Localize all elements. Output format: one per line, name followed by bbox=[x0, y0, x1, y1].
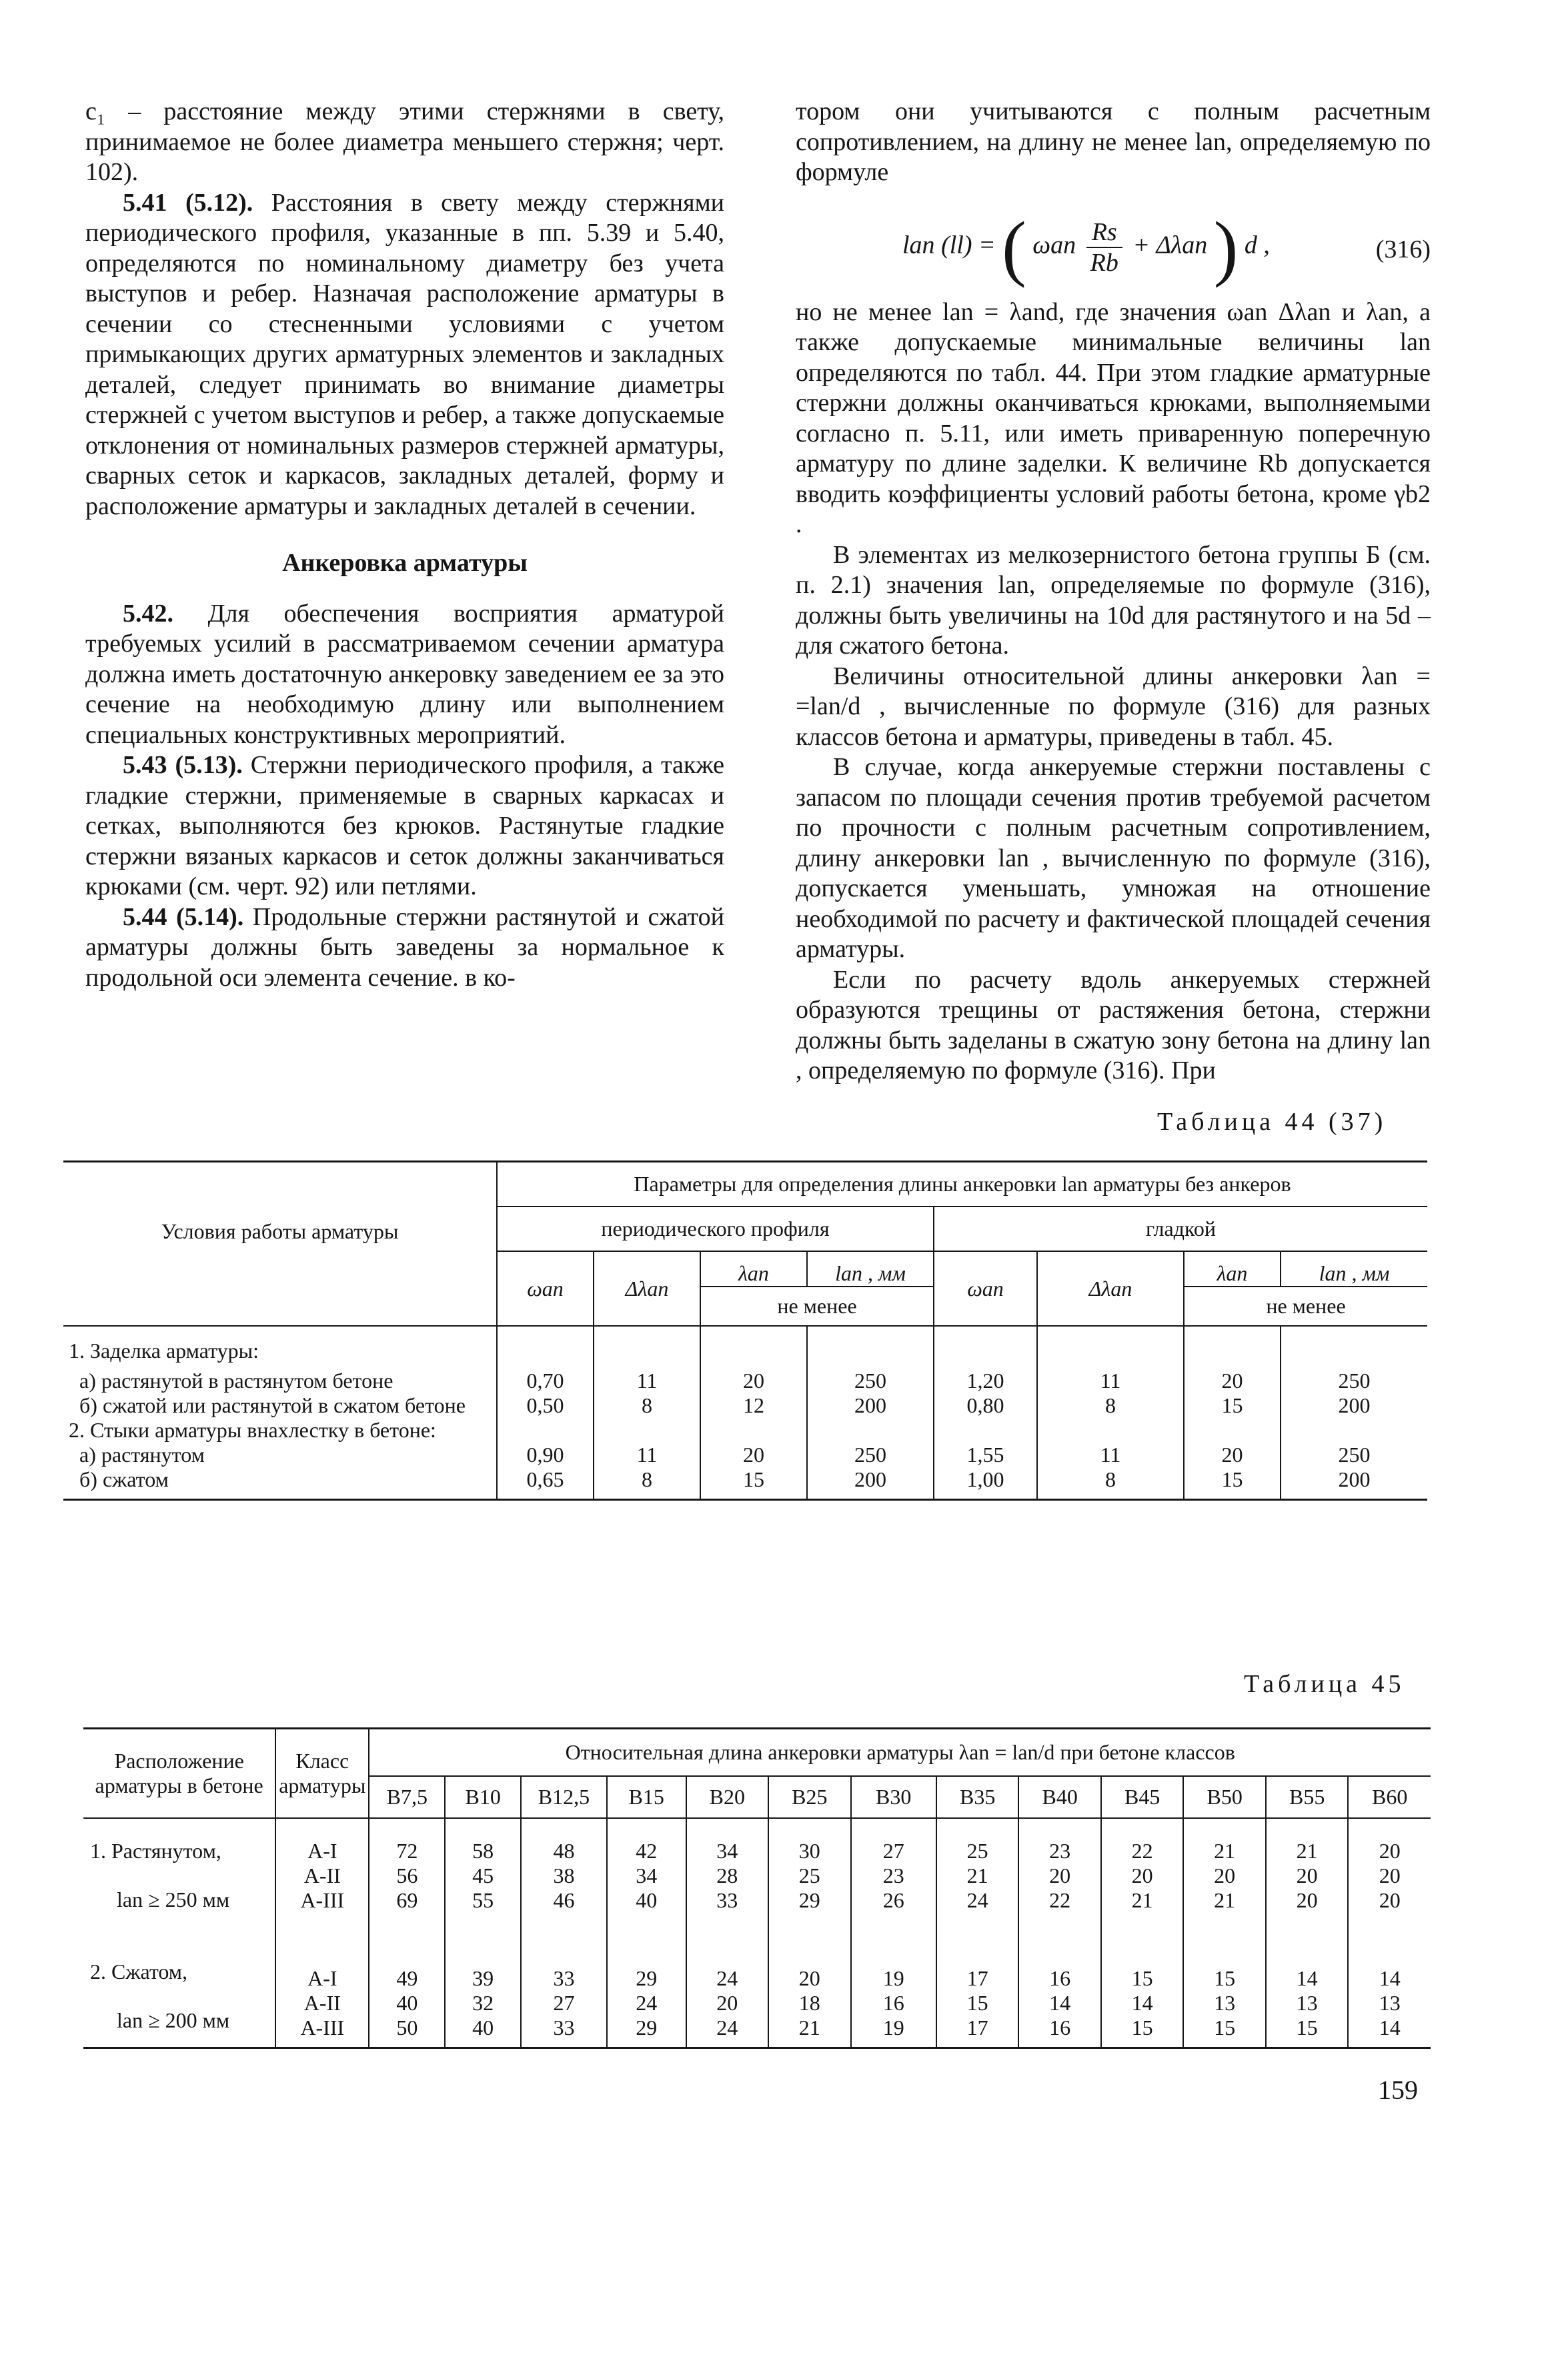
table44-cell: 8 bbox=[594, 1393, 700, 1418]
table45-cell: 20 bbox=[1266, 1863, 1349, 1888]
paragraph bbox=[85, 188, 724, 522]
table44-row-label: а) растянутом bbox=[63, 1443, 497, 1467]
clause-number: 5.43 (5.13). bbox=[123, 751, 243, 779]
table45-cell: 21 bbox=[1183, 1818, 1266, 1863]
table45-cell: 14 bbox=[1266, 1939, 1349, 1991]
table45-head-location: Расположение арматуры в бетоне bbox=[83, 1729, 275, 1819]
table45-cell: 23 bbox=[1018, 1818, 1101, 1863]
table44-cell: 0,50 bbox=[497, 1393, 594, 1418]
paragraph-text: Стержни периодического профиля, а также гладкие стержни, применяемые в сварных каркасах и сетках, выполняются без крюков. Растянутые гладкие стержни вязаных каркасов и сеток должны заканчиваться крюками (см. черт. 92) или петлями. bbox=[85, 751, 724, 900]
table45-cell: 33 bbox=[521, 2016, 607, 2048]
table45-cell: 27 bbox=[521, 1991, 607, 2016]
table45-cell: 29 bbox=[768, 1888, 851, 1939]
table44-cell: 250 bbox=[807, 1369, 934, 1393]
table44-cell: 0,65 bbox=[497, 1467, 594, 1500]
table45-cell: 22 bbox=[1101, 1818, 1184, 1863]
paragraph: тором они учитываются с полным расчетным сопротивлением, на длину не менее lan, определяемую по формуле bbox=[796, 97, 1431, 186]
table44-cell: 11 bbox=[1037, 1443, 1184, 1467]
table44-row-label: 1. Заделка арматуры: bbox=[63, 1326, 497, 1369]
table45-cell: 15 bbox=[1101, 2016, 1184, 2048]
table44-not-less: не менее bbox=[700, 1287, 934, 1326]
table45-cell: 15 bbox=[936, 1991, 1019, 2016]
paragraph: В элементах из мелкозернистого бетона группы Б (см. п. 2.1) значения lan, определяемые по формуле (316), должны быть увеличины на 10d для растянутого и на 5d – для сжатого бетона. bbox=[796, 540, 1431, 660]
table45-cell: 23 bbox=[851, 1863, 936, 1888]
table45-cell: 29 bbox=[607, 1939, 686, 1991]
table45-concrete-class: В55 bbox=[1266, 1776, 1349, 1818]
table44-cell: 200 bbox=[1338, 1393, 1371, 1417]
table44-cell: 11 bbox=[594, 1369, 700, 1393]
table45-concrete-class: В60 bbox=[1348, 1776, 1431, 1818]
table44-empty bbox=[63, 1287, 497, 1326]
paragraph: но не менее lan = λand, где значения ωan Δλan и λan, а также допускаемые минимальные величины lan определяются по табл. 44. При этом гладкие арматурные стержни должны оканчиваться крюками, выполняемыми согласно п. 5.11, или иметь приваренную поперечную арматуру по длине заделки. К величине Rb допускается вводить коэффициенты условий работы бетона, кроме γb2 . bbox=[796, 297, 1431, 538]
table44-cell: 12 bbox=[700, 1393, 807, 1418]
table45-concrete-class: В15 bbox=[607, 1776, 686, 1818]
table45-cell: 16 bbox=[1018, 1939, 1101, 1991]
table45-cell: 20 bbox=[686, 1991, 769, 2016]
table45-group-condition: lan ≥ 200 мм bbox=[117, 2008, 230, 2032]
clause-number: 5.41 (5.12). bbox=[123, 188, 253, 217]
table45-group-condition: lan ≥ 250 мм bbox=[117, 1887, 230, 1911]
table45-cell: 56 bbox=[369, 1863, 445, 1888]
table45-cell: 34 bbox=[686, 1818, 769, 1863]
table44-cell: 1,55 bbox=[934, 1443, 1037, 1467]
table45-cell: 40 bbox=[445, 2016, 521, 2048]
right-column bbox=[796, 97, 1431, 1086]
table44-cell: 200 bbox=[807, 1467, 934, 1500]
table45-cell: 20 bbox=[1183, 1863, 1266, 1888]
table45-cell: 15 bbox=[1183, 1939, 1266, 1991]
table45-concrete-class: В40 bbox=[1018, 1776, 1101, 1818]
table44-cell: 20 bbox=[1184, 1369, 1281, 1393]
table45-cell: 15 bbox=[1183, 2016, 1266, 2048]
table44-col-omega-smooth: ωan bbox=[934, 1251, 1037, 1326]
table45-head-rel: Относительная длина анкеровки арматуры λan = lan/d при бетоне классов bbox=[369, 1729, 1431, 1777]
paragraph-text: Для обеспечения восприятия арматурой требуемых усилий в рассматриваемом сечении арматура должна иметь достаточную анкеровку заведением ее за это сечение на необходимую длину или выполнением специальных конструктивных мероприятий. bbox=[85, 599, 725, 749]
paragraph-text: Расстояния в свету между стержнями периодического профиля, указанные в пп. 5.39 и 5.40, определяются по номинальному диаметру без учета выступов и ребер. Назначая расположение арматуры в сечении со стесненными условиями с учетом примыкающих других арматурных элементов и закладных деталей, следует принимать во внимание диаметры стержней с учетом выступов и ребер, а также допускаемые отклонения от номинальных размеров стержней арматуры, сварных сеток и каркасов, закладных деталей, форму и расположение арматуры и закладных деталей в сечении. bbox=[85, 188, 724, 520]
table45-cell: 13 bbox=[1266, 1991, 1349, 2016]
table45-cell: 21 bbox=[1183, 1888, 1266, 1939]
table45-cell: 28 bbox=[686, 1863, 769, 1888]
table45-cell: 26 bbox=[851, 1888, 936, 1939]
table44-row-label: а) растянутой в растянутом бетоне bbox=[63, 1369, 497, 1393]
table45-cell: 20 bbox=[1379, 1839, 1401, 1863]
table44-head-periodic: периодического профиля bbox=[497, 1207, 934, 1251]
table45-cell: 50 bbox=[369, 2016, 445, 2048]
table45-rebar-class: А-II bbox=[275, 1863, 369, 1888]
table44-head-params: Параметры для определения длины анкеровки lan арматуры без анкеров bbox=[497, 1162, 1427, 1207]
table45-cell: 69 bbox=[369, 1888, 445, 1939]
table45-concrete-class: В45 bbox=[1101, 1776, 1184, 1818]
table45-concrete-class: В50 bbox=[1183, 1776, 1266, 1818]
table45-cell: 20 bbox=[768, 1939, 851, 1991]
paragraph: Величины относительной длины анкеровки λan = =lan/d , вычисленные по формуле (316) для разных классов бетона и арматуры, приведены в табл. 45. bbox=[796, 662, 1431, 751]
clause-number: 5.44 (5.14). bbox=[123, 902, 244, 931]
table44-title: Таблица 44 (37) bbox=[1157, 1108, 1387, 1136]
table45-concrete-class: В10 bbox=[445, 1776, 521, 1818]
page-number: 159 bbox=[1378, 2075, 1418, 2105]
table45-cell: 33 bbox=[521, 1939, 607, 1991]
table45-group-title: 1. Растянутом, bbox=[90, 1839, 221, 1863]
table44-col-l-smooth: lan , мм bbox=[1281, 1251, 1427, 1287]
table45-group-label bbox=[83, 1818, 275, 1939]
table45-cell: 19 bbox=[851, 2016, 936, 2048]
table45-cell: 18 bbox=[768, 1991, 851, 2016]
table45-cell: 16 bbox=[1018, 2016, 1101, 2048]
formula-rest: + Δλan bbox=[1132, 231, 1208, 259]
table45-concrete-class: В30 bbox=[851, 1776, 936, 1818]
formula-lhs: lan (ll) = bbox=[902, 231, 996, 259]
table44-cell: 15 bbox=[700, 1467, 807, 1500]
table45-cell: 32 bbox=[445, 1991, 521, 2016]
table45-cell: 22 bbox=[1018, 1888, 1101, 1939]
table45-rebar-class: А-I bbox=[275, 1818, 369, 1863]
table-44 bbox=[63, 1160, 1427, 1501]
table45-cell: 14 bbox=[1101, 1991, 1184, 2016]
table44-col-lambda-smooth: λan bbox=[1184, 1251, 1281, 1287]
table45-rebar-class: А-III bbox=[275, 1888, 369, 1939]
table45-cell: 15 bbox=[1101, 1939, 1184, 1991]
table45-cell: 21 bbox=[1101, 1888, 1184, 1939]
table44-row-label: 2. Стыки арматуры внахлестку в бетоне: bbox=[63, 1418, 497, 1443]
table-45 bbox=[83, 1727, 1431, 2049]
table44-cell: 1,20 bbox=[934, 1369, 1037, 1393]
table45-cell: 55 bbox=[445, 1888, 521, 1939]
table45-cell: 49 bbox=[369, 1939, 445, 1991]
table44-head-smooth: гладкой bbox=[934, 1207, 1427, 1251]
table44-cell: 1,00 bbox=[934, 1467, 1037, 1500]
table45-cell: 39 bbox=[445, 1939, 521, 1991]
table45-cell: 14 bbox=[1379, 1966, 1401, 1990]
table45-cell: 40 bbox=[607, 1888, 686, 1939]
table45-cell: 29 bbox=[607, 2016, 686, 2048]
paragraph bbox=[85, 599, 724, 751]
table44-cell: 0,90 bbox=[497, 1443, 594, 1467]
table44-cell: 8 bbox=[1037, 1393, 1184, 1418]
clause-number: 5.42. bbox=[123, 599, 173, 628]
section-heading: Анкеровка арматуры bbox=[282, 549, 528, 577]
formula-316: lan (ll) = ( ωan $\frac{Rs}{Rb}$ + Δλan ) d , (316) bbox=[902, 206, 1431, 288]
table45-concrete-class: В12,5 bbox=[521, 1776, 607, 1818]
table44-col-l: lan , мм bbox=[807, 1251, 934, 1287]
table44-col-dlambda-smooth: Δλan bbox=[1037, 1251, 1184, 1326]
paragraph bbox=[85, 750, 724, 902]
table44-cell: 250 bbox=[807, 1443, 934, 1467]
table44-cell: 11 bbox=[1037, 1369, 1184, 1393]
table44-not-less-smooth: не менее bbox=[1184, 1287, 1427, 1326]
table45-cell: 13 bbox=[1183, 1991, 1266, 2016]
table45-group-label bbox=[83, 1939, 275, 2048]
table45-cell: 21 bbox=[936, 1863, 1019, 1888]
table44-col-omega: ωan bbox=[497, 1251, 594, 1326]
table45-cell: 24 bbox=[607, 1991, 686, 2016]
table45-cell: 16 bbox=[851, 1991, 936, 2016]
table44-cell: 0,80 bbox=[934, 1393, 1037, 1418]
table45-cell: 72 bbox=[369, 1818, 445, 1863]
table45-cell: 20 bbox=[1379, 1888, 1401, 1912]
table45-cell: 34 bbox=[607, 1863, 686, 1888]
table45-cell: 25 bbox=[936, 1818, 1019, 1863]
table45-head-class: Класс арматуры bbox=[275, 1729, 369, 1819]
table45-cell: 20 bbox=[1266, 1888, 1349, 1939]
table45-cell: 48 bbox=[521, 1818, 607, 1863]
table45-cell: 21 bbox=[1266, 1818, 1349, 1863]
formula-omega: ωan bbox=[1032, 231, 1076, 259]
table45-cell: 20 bbox=[1379, 1863, 1401, 1887]
table45-cell: 20 bbox=[1018, 1863, 1101, 1888]
table45-concrete-class: В7,5 bbox=[369, 1776, 445, 1818]
table44-cell: 20 bbox=[1184, 1443, 1281, 1467]
table45-cell: 30 bbox=[768, 1818, 851, 1863]
table45-cell: 33 bbox=[686, 1888, 769, 1939]
table45-cell: 17 bbox=[936, 2016, 1019, 2048]
table45-cell: 24 bbox=[686, 2016, 769, 2048]
table44-cell: 20 bbox=[700, 1369, 807, 1393]
table45-cell: 17 bbox=[936, 1939, 1019, 1991]
table45-cell: 24 bbox=[686, 1939, 769, 1991]
table45-concrete-class: В25 bbox=[768, 1776, 851, 1818]
table45-cell: 46 bbox=[521, 1888, 607, 1939]
table45-cell: 19 bbox=[851, 1939, 936, 1991]
table45-cell: 13 bbox=[1379, 1991, 1401, 2015]
table45-cell: 27 bbox=[851, 1818, 936, 1863]
table45-cell: 15 bbox=[1266, 2016, 1349, 2048]
table45-cell: 45 bbox=[445, 1863, 521, 1888]
table44-cell: 0,70 bbox=[497, 1369, 594, 1393]
table44-cell: 15 bbox=[1184, 1467, 1281, 1500]
table44-cell: 250 bbox=[1338, 1443, 1371, 1467]
formula-number: (316) bbox=[1375, 235, 1431, 263]
table45-cell: 21 bbox=[768, 2016, 851, 2048]
formula-denominator: Rb bbox=[1090, 248, 1118, 277]
table45-rebar-class: А-II bbox=[275, 1991, 369, 2016]
paragraph bbox=[85, 902, 724, 994]
table45-rebar-class: А-III bbox=[275, 2016, 369, 2048]
table44-cell: 200 bbox=[1281, 1467, 1427, 1500]
paragraph-text: Продольные стержни растянутой и сжатой арматуры должны быть заведены за нормальное к продольной оси элемента сечение. в ко- bbox=[85, 902, 724, 992]
table45-cell: 20 bbox=[1101, 1863, 1184, 1888]
table45-cell: 58 bbox=[445, 1818, 521, 1863]
left-column bbox=[85, 97, 724, 993]
table44-cell: 200 bbox=[807, 1393, 934, 1418]
paragraph: В случае, когда анкеруемые стержни поставлены с запасом по площади сечения против требуемой расчетом по прочности с полным расчетным сопротивлением, длину анкеровки lan , вычисленную по формуле (316), допускается уменьшать, умножая на отношение необходимой по расчету и фактической площадей сечения арматуры. bbox=[796, 753, 1431, 963]
table44-cell: 8 bbox=[594, 1467, 700, 1500]
table44-cell: 20 bbox=[700, 1443, 807, 1467]
formula-fraction bbox=[1086, 217, 1122, 277]
table45-group-title: 2. Сжатом, bbox=[90, 1959, 188, 1984]
table45-cell: 42 bbox=[607, 1818, 686, 1863]
table45-cell: 14 bbox=[1348, 2016, 1431, 2048]
table44-cell: 11 bbox=[594, 1443, 700, 1467]
table45-cell: 38 bbox=[521, 1863, 607, 1888]
table44-col-dlambda: Δλan bbox=[594, 1251, 700, 1326]
table44-row-label: б) сжатой или растянутой в сжатом бетоне bbox=[63, 1393, 497, 1418]
table45-concrete-class: В35 bbox=[936, 1776, 1019, 1818]
table44-head-conditions: Условия работы арматуры bbox=[63, 1162, 497, 1287]
table44-cell: 15 bbox=[1184, 1393, 1281, 1418]
paragraph: c₁ – расстояние между этими стержнями в свету, принимаемое не более диаметра меньшего стержня; черт. 102). bbox=[85, 97, 724, 186]
table45-title: Таблица 45 bbox=[1244, 1670, 1405, 1698]
formula-tail: d , bbox=[1244, 231, 1270, 259]
table45-cell: 25 bbox=[768, 1863, 851, 1888]
formula-numerator: Rs bbox=[1086, 217, 1122, 248]
table45-cell: 24 bbox=[936, 1888, 1019, 1939]
table45-rebar-class: А-I bbox=[275, 1939, 369, 1991]
table44-cell: 8 bbox=[1037, 1467, 1184, 1500]
table44-cell: 250 bbox=[1338, 1369, 1371, 1393]
table44-row-label: б) сжатом bbox=[63, 1467, 497, 1500]
table45-cell: 40 bbox=[369, 1991, 445, 2016]
table44-col-lambda: λan bbox=[700, 1251, 807, 1287]
table45-cell: 14 bbox=[1018, 1991, 1101, 2016]
paragraph: Если по расчету вдоль анкеруемых стержней образуются трещины от растяжения бетона, стержни должны быть заделаны в сжатую зону бетона на длину lan , определяемую по формуле (316). При bbox=[796, 965, 1431, 1084]
table45-concrete-class: В20 bbox=[686, 1776, 769, 1818]
